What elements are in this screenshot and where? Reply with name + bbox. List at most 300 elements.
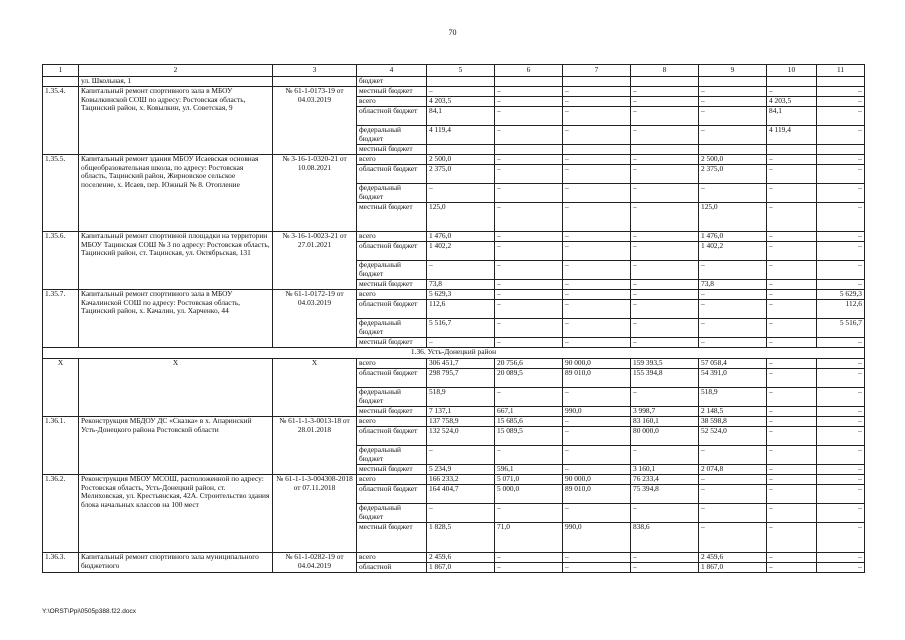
value-cell: – <box>699 184 767 203</box>
header-row <box>43 65 865 77</box>
value-cell: – <box>631 388 699 407</box>
object-name: Капитальный ремонт здания МБОУ Исаевская основная общеобразовательная школа, по адресу: Ростовская область, Тацинский район, Жирновское сельское поселение, х. Исаев, пер. Южный № 8. Отопление <box>79 155 273 232</box>
value-cell: – <box>699 87 767 97</box>
section-row <box>43 348 865 359</box>
value-cell: – <box>817 338 865 348</box>
value-cell: 1 476,0 <box>427 232 495 242</box>
value-cell: 2 375,0 <box>699 165 767 184</box>
value-cell: – <box>631 242 699 261</box>
project-doc: № 61-1-1-3-0013-18 от 28.01.2018 <box>273 417 357 475</box>
funding-type: местный бюджет <box>357 465 427 475</box>
value-cell: – <box>563 290 631 300</box>
value-cell: – <box>631 203 699 232</box>
value-cell: – <box>767 553 817 563</box>
value-cell: – <box>563 87 631 97</box>
value-cell: – <box>767 475 817 485</box>
value-cell: – <box>767 300 817 319</box>
funding-type: местный бюджет <box>357 280 427 290</box>
value-cell: – <box>631 232 699 242</box>
file-path: Y:\ORST\Ppi\0505p388.f22.docx <box>42 608 136 615</box>
value-cell: 7 137,1 <box>427 407 495 417</box>
value-cell: – <box>563 319 631 338</box>
funding-type: областной бюджет <box>357 242 427 261</box>
value-cell: 1 476,0 <box>699 232 767 242</box>
value-cell: – <box>767 290 817 300</box>
value-cell: 1 402,2 <box>427 242 495 261</box>
value-cell: – <box>699 475 767 485</box>
value-cell: 2 148,5 <box>699 407 767 417</box>
item-id: 1.36.1. <box>43 417 79 475</box>
funding-type: областной бюджет <box>357 427 427 446</box>
value-cell: – <box>817 504 865 523</box>
value-cell: – <box>631 563 699 573</box>
funding-type: областной бюджет <box>357 165 427 184</box>
value-cell: 155 394,8 <box>631 369 699 388</box>
value-cell: – <box>817 242 865 261</box>
value-cell: – <box>699 338 767 348</box>
value-cell: – <box>817 107 865 126</box>
value-cell: – <box>767 280 817 290</box>
value-cell <box>699 145 767 155</box>
value-cell: 5 071,0 <box>495 475 563 485</box>
col-header: 8 <box>631 65 699 77</box>
value-cell: 166 233,2 <box>427 475 495 485</box>
value-cell: 57 058,4 <box>699 359 767 369</box>
value-cell: – <box>631 107 699 126</box>
cell <box>767 77 817 87</box>
value-cell: – <box>699 504 767 523</box>
col-header: 10 <box>767 65 817 77</box>
value-cell: – <box>817 261 865 280</box>
value-cell: 306 451,7 <box>427 359 495 369</box>
item-id: X <box>43 359 79 417</box>
value-cell: – <box>631 446 699 465</box>
page-number: 70 <box>448 28 457 37</box>
funding-type: всего <box>357 417 427 427</box>
funding-type: областной бюджет <box>357 369 427 388</box>
value-cell <box>817 145 865 155</box>
value-cell: 137 758,9 <box>427 417 495 427</box>
value-cell: – <box>767 165 817 184</box>
project-doc: № 3-16-1-0320-21 от 10.08.2021 <box>273 155 357 232</box>
value-cell: 15 089,5 <box>495 427 563 446</box>
value-cell <box>767 145 817 155</box>
table-row <box>43 553 865 563</box>
value-cell: – <box>817 475 865 485</box>
value-cell: – <box>767 417 817 427</box>
value-cell: 4 203,5 <box>427 97 495 107</box>
funding-type: всего <box>357 359 427 369</box>
object-name: Реконструкция МБОУ МСОШ, расположенной по адресу: Ростовская область, Усть-Донецкий район, ст. Мелиховская, ул. Крестьянская, 42А. Строительство здания блока начальных классов на 100 мест <box>79 475 273 553</box>
value-cell: – <box>699 485 767 504</box>
value-cell: 1 402,2 <box>699 242 767 261</box>
cell <box>563 77 631 87</box>
funding-type: всего <box>357 232 427 242</box>
value-cell: – <box>495 232 563 242</box>
value-cell: – <box>563 155 631 165</box>
funding-type: местный бюджет <box>357 87 427 97</box>
value-cell: – <box>767 232 817 242</box>
value-cell: – <box>767 242 817 261</box>
object-name: Капитальный ремонт спортивного зала в МБОУ Качалинской СОШ по адресу: Ростовская область, Тацинский район, х. Качалин, ул. Харченко, 44 <box>79 290 273 348</box>
value-cell: – <box>767 523 817 553</box>
value-cell: 112,6 <box>427 300 495 319</box>
funding-type: областной бюджет <box>357 485 427 504</box>
cell <box>427 77 495 87</box>
value-cell: – <box>767 359 817 369</box>
value-cell: – <box>427 446 495 465</box>
value-cell: – <box>563 232 631 242</box>
value-cell: – <box>767 504 817 523</box>
value-cell: – <box>817 465 865 475</box>
value-cell: – <box>817 359 865 369</box>
value-cell: – <box>817 203 865 232</box>
value-cell: 83 160,1 <box>631 417 699 427</box>
value-cell: – <box>563 465 631 475</box>
funding-type: федеральный бюджет <box>357 126 427 145</box>
funding-type: местный бюджет <box>357 145 427 155</box>
value-cell <box>427 145 495 155</box>
funding-type: всего <box>357 290 427 300</box>
value-cell: 2 459,6 <box>427 553 495 563</box>
item-id: 1.35.7. <box>43 290 79 348</box>
funding-type: федеральный бюджет <box>357 261 427 280</box>
value-cell: 132 524,0 <box>427 427 495 446</box>
col-header: 1 <box>43 65 79 77</box>
table-row <box>43 417 865 427</box>
value-cell: 2 500,0 <box>427 155 495 165</box>
value-cell: – <box>631 165 699 184</box>
project-doc: № 3-16-1-0023-21 от 27.01.2021 <box>273 232 357 290</box>
funding-type: федеральный бюджет <box>357 446 427 465</box>
value-cell: – <box>767 446 817 465</box>
value-cell: – <box>495 504 563 523</box>
value-cell: 20 756,6 <box>495 359 563 369</box>
object-name: Капитальный ремонт спортивного зала в МБОУ Ковылкинской СОШ по адресу: Ростовская область, Тацинский район, х. Ковылкин, ул. Советская, 9 <box>79 87 273 155</box>
value-cell: – <box>767 155 817 165</box>
value-cell: 90 000,0 <box>563 359 631 369</box>
value-cell: 5 234,9 <box>427 465 495 475</box>
value-cell: – <box>767 338 817 348</box>
value-cell: – <box>563 338 631 348</box>
value-cell: – <box>495 319 563 338</box>
cell <box>631 77 699 87</box>
value-cell: 4 119,4 <box>767 126 817 145</box>
value-cell: – <box>817 417 865 427</box>
table-row <box>43 475 865 485</box>
value-cell: 164 404,7 <box>427 485 495 504</box>
value-cell: – <box>817 523 865 553</box>
project-doc: № 61-1-1-3-004308-2018 от 07.11.2018 <box>273 475 357 553</box>
value-cell: – <box>495 300 563 319</box>
value-cell: – <box>495 107 563 126</box>
col-header: 6 <box>495 65 563 77</box>
col-header: 4 <box>357 65 427 77</box>
project-doc: № 61-1-0282-19 от 04.04.2019 <box>273 553 357 573</box>
object-name: Капитальный ремонт спортивной площадки на территории МБОУ Тацинская СОШ № 3 по адресу: Ростовская область, Тацинский район, ст. Тацинская, ул. Октябрьская, 131 <box>79 232 273 290</box>
col-header: 5 <box>427 65 495 77</box>
value-cell: 2 459,6 <box>699 553 767 563</box>
value-cell: – <box>495 563 563 573</box>
value-cell: – <box>563 242 631 261</box>
value-cell: – <box>495 184 563 203</box>
value-cell: – <box>631 261 699 280</box>
value-cell: – <box>563 126 631 145</box>
value-cell: – <box>631 290 699 300</box>
funding-type: федеральный бюджет <box>357 504 427 523</box>
value-cell: – <box>817 126 865 145</box>
funding-type: областной <box>357 563 427 573</box>
table-row <box>43 87 865 97</box>
value-cell: – <box>495 97 563 107</box>
value-cell: – <box>495 290 563 300</box>
value-cell: 667,1 <box>495 407 563 417</box>
value-cell: 89 010,0 <box>563 369 631 388</box>
value-cell: – <box>767 407 817 417</box>
item-id: 1.36.3. <box>43 553 79 573</box>
value-cell: – <box>817 446 865 465</box>
col-header: 3 <box>273 65 357 77</box>
value-cell: – <box>495 446 563 465</box>
value-cell: – <box>817 155 865 165</box>
value-cell: – <box>495 553 563 563</box>
value-cell: 90 000,0 <box>563 475 631 485</box>
value-cell: – <box>563 446 631 465</box>
value-cell: – <box>495 155 563 165</box>
funding-type: местный бюджет <box>357 338 427 348</box>
value-cell: 112,6 <box>817 300 865 319</box>
value-cell: – <box>495 242 563 261</box>
value-cell: – <box>699 97 767 107</box>
value-cell: – <box>767 563 817 573</box>
value-cell: – <box>427 87 495 97</box>
value-cell: – <box>817 369 865 388</box>
value-cell: – <box>631 319 699 338</box>
value-cell: – <box>699 126 767 145</box>
table-row <box>43 77 865 87</box>
value-cell: – <box>563 261 631 280</box>
value-cell: – <box>817 280 865 290</box>
table-row <box>43 155 865 165</box>
value-cell: – <box>767 485 817 504</box>
value-cell: – <box>817 232 865 242</box>
value-cell: 125,0 <box>699 203 767 232</box>
value-cell: – <box>563 300 631 319</box>
item-id: 1.35.6. <box>43 232 79 290</box>
value-cell: 990,0 <box>563 407 631 417</box>
value-cell: – <box>563 563 631 573</box>
value-cell: – <box>631 87 699 97</box>
value-cell: – <box>631 504 699 523</box>
value-cell: – <box>817 184 865 203</box>
value-cell: 4 119,4 <box>427 126 495 145</box>
value-cell: – <box>631 553 699 563</box>
value-cell: – <box>563 97 631 107</box>
value-cell: 2 500,0 <box>699 155 767 165</box>
value-cell: – <box>817 485 865 504</box>
value-cell: – <box>817 553 865 563</box>
value-cell: – <box>817 165 865 184</box>
value-cell: – <box>817 388 865 407</box>
value-cell: – <box>563 203 631 232</box>
value-cell: 5 000,0 <box>495 485 563 504</box>
value-cell: – <box>631 155 699 165</box>
value-cell: – <box>767 465 817 475</box>
value-cell: 2 375,0 <box>427 165 495 184</box>
funding-type: федеральный бюджет <box>357 388 427 407</box>
value-cell <box>495 145 563 155</box>
value-cell: – <box>767 427 817 446</box>
value-cell: 80 000,0 <box>631 427 699 446</box>
value-cell: – <box>563 165 631 184</box>
value-cell: – <box>817 427 865 446</box>
value-cell: 518,9 <box>699 388 767 407</box>
cell <box>495 77 563 87</box>
value-cell: – <box>631 97 699 107</box>
col-header: 9 <box>699 65 767 77</box>
value-cell: 125,0 <box>427 203 495 232</box>
item-id: 1.36.2. <box>43 475 79 553</box>
value-cell <box>631 145 699 155</box>
table-row <box>43 359 865 369</box>
value-cell: – <box>767 388 817 407</box>
value-cell: – <box>563 427 631 446</box>
value-cell <box>563 145 631 155</box>
value-cell: 1 867,0 <box>427 563 495 573</box>
value-cell: – <box>767 319 817 338</box>
project-doc: № 61-1-0172-19 от 04.03.2019 <box>273 290 357 348</box>
value-cell: – <box>495 203 563 232</box>
value-cell: – <box>767 87 817 97</box>
value-cell: – <box>427 184 495 203</box>
value-cell: – <box>699 261 767 280</box>
funding-type: местный бюджет <box>357 407 427 417</box>
cell <box>817 77 865 87</box>
value-cell: – <box>563 107 631 126</box>
col-header: 7 <box>563 65 631 77</box>
table-row <box>43 290 865 300</box>
value-cell: 1 828,5 <box>427 523 495 553</box>
value-cell: 76 233,4 <box>631 475 699 485</box>
value-cell: 5 516,7 <box>427 319 495 338</box>
value-cell: – <box>495 261 563 280</box>
value-cell: – <box>563 553 631 563</box>
value-cell: – <box>563 504 631 523</box>
funding-type: бюджет <box>357 77 427 87</box>
value-cell: 990,0 <box>563 523 631 553</box>
value-cell: – <box>699 300 767 319</box>
funding-type: областной бюджет <box>357 300 427 319</box>
value-cell: 75 394,8 <box>631 485 699 504</box>
funding-type: всего <box>357 97 427 107</box>
funding-type: федеральный бюджет <box>357 184 427 203</box>
value-cell: 596,1 <box>495 465 563 475</box>
value-cell: 20 089,5 <box>495 369 563 388</box>
value-cell: – <box>427 338 495 348</box>
value-cell: – <box>699 523 767 553</box>
funding-type: местный бюджет <box>357 203 427 232</box>
value-cell: 52 524,0 <box>699 427 767 446</box>
value-cell: 4 203,5 <box>767 97 817 107</box>
item-id: 1.35.4. <box>43 87 79 155</box>
object-name: Реконструкция МБДОУ ДС «Сказка» в х. Апаринский Усть-Донецкого района Ростовской области <box>79 417 273 475</box>
value-cell: – <box>631 280 699 290</box>
value-cell: – <box>699 319 767 338</box>
value-cell: – <box>427 261 495 280</box>
value-cell: 54 391,0 <box>699 369 767 388</box>
budget-table <box>42 64 865 573</box>
value-cell: – <box>699 290 767 300</box>
item-id: 1.35.5. <box>43 155 79 232</box>
col-header: 2 <box>79 65 273 77</box>
funding-type: местный бюджет <box>357 523 427 553</box>
value-cell: – <box>563 417 631 427</box>
value-cell: – <box>817 87 865 97</box>
value-cell: – <box>767 203 817 232</box>
value-cell: – <box>495 165 563 184</box>
value-cell: – <box>563 388 631 407</box>
funding-type: областной бюджет <box>357 107 427 126</box>
value-cell: – <box>495 388 563 407</box>
project-doc: X <box>273 359 357 417</box>
value-cell: – <box>631 338 699 348</box>
value-cell: – <box>699 107 767 126</box>
value-cell: 518,9 <box>427 388 495 407</box>
value-cell: – <box>817 97 865 107</box>
funding-type: всего <box>357 475 427 485</box>
value-cell: 3 998,7 <box>631 407 699 417</box>
value-cell: 73,8 <box>427 280 495 290</box>
funding-type: всего <box>357 155 427 165</box>
value-cell: – <box>563 280 631 290</box>
value-cell: 5 629,3 <box>817 290 865 300</box>
funding-type: федеральный бюджет <box>357 319 427 338</box>
cell <box>699 77 767 87</box>
value-cell: 838,6 <box>631 523 699 553</box>
value-cell: 71,0 <box>495 523 563 553</box>
value-cell: – <box>495 280 563 290</box>
value-cell: 5 516,7 <box>817 319 865 338</box>
funding-type: всего <box>357 553 427 563</box>
object-name: Капитальный ремонт спортивного зала муниципального бюджетного <box>79 553 273 573</box>
value-cell: – <box>767 369 817 388</box>
value-cell: – <box>817 407 865 417</box>
value-cell: 2 074,8 <box>699 465 767 475</box>
value-cell: – <box>563 184 631 203</box>
value-cell: 159 393,5 <box>631 359 699 369</box>
value-cell: – <box>699 446 767 465</box>
value-cell: 15 685,6 <box>495 417 563 427</box>
value-cell: – <box>631 184 699 203</box>
value-cell: 3 160,1 <box>631 465 699 475</box>
value-cell: – <box>631 126 699 145</box>
value-cell: – <box>817 563 865 573</box>
object-name: X <box>79 359 273 417</box>
project-doc: № 61-1-0173-19 от 04.03.2019 <box>273 87 357 155</box>
value-cell: – <box>495 87 563 97</box>
section-title: 1.36. Усть-Донецкий район <box>43 348 865 359</box>
value-cell: 84,1 <box>767 107 817 126</box>
value-cell: 89 010,0 <box>563 485 631 504</box>
value-cell: – <box>767 184 817 203</box>
value-cell: 298 795,7 <box>427 369 495 388</box>
value-cell: – <box>495 126 563 145</box>
col-header: 11 <box>817 65 865 77</box>
value-cell: – <box>427 504 495 523</box>
cell <box>43 77 79 87</box>
value-cell: 38 598,8 <box>699 417 767 427</box>
value-cell: – <box>767 261 817 280</box>
